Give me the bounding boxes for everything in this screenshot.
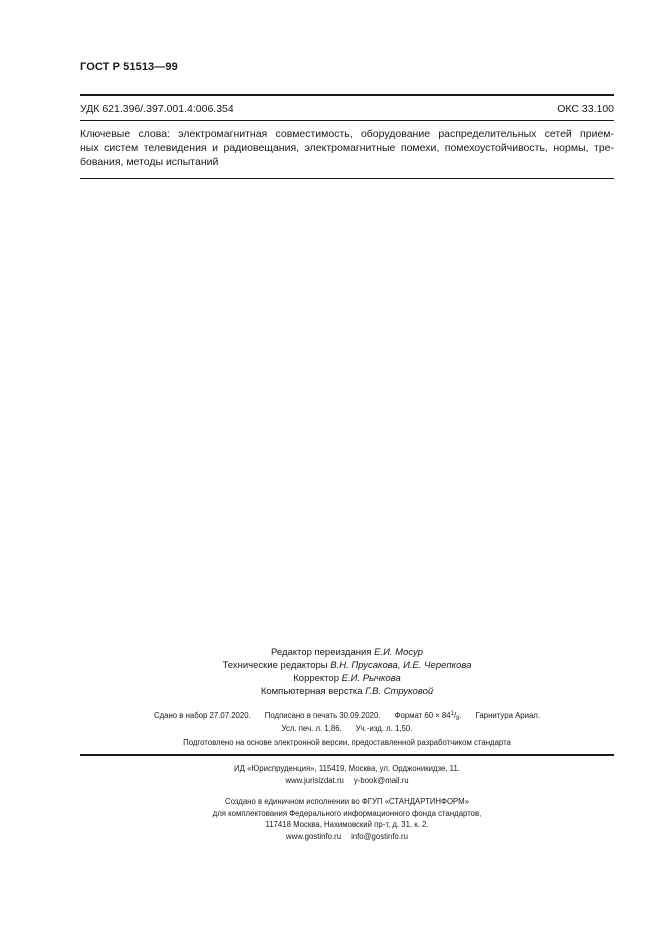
creator-line: для комплектования Федерального информационного фонда стандартов,	[212, 808, 482, 818]
editor-line	[80, 646, 614, 659]
editor-name: Е.И. Мосур	[374, 647, 424, 658]
classification-row	[80, 103, 614, 115]
tech-editors-names: В.Н. Прусакова, И.Е. Черепкова	[330, 660, 472, 671]
sheets-line	[80, 722, 614, 735]
format: Формат $60 \times 84^1/_8$.	[394, 711, 462, 722]
corrector-label: Корректор	[293, 673, 339, 684]
layout-name: Г.В. Струковой	[365, 686, 434, 697]
corrector-name: Е.И. Рычкова	[341, 673, 401, 684]
layout-label: Компьютерная верстка	[260, 686, 363, 697]
creator-block	[80, 796, 614, 842]
creator-line: 117418 Москва, Нахимовский пр-т, д. 31, к. 2.	[265, 820, 429, 829]
gost-number: ГОСТ Р 51513—99	[80, 61, 178, 73]
layout-line	[80, 685, 614, 698]
print-info	[80, 709, 614, 735]
keywords-line: ных систем телевидения и радиовещания, электромагнитные помехи, помехоустойчивость, нормы, тре-	[80, 142, 614, 154]
creator-email[interactable]: info@gostinfo.ru	[351, 831, 408, 841]
udk-code: УДК 621.396/.397.001.4:006.354	[80, 103, 234, 115]
signed-date: Подписано в печать 30.09.2020.	[264, 711, 381, 720]
print-info-line	[80, 709, 614, 722]
prepared-note: Подготовлено на основе электронной версии, предоставленной разработчиком стандарта	[183, 738, 511, 747]
publish-sheets: Уч.-изд. л. 1,50.	[355, 724, 413, 733]
publisher-contacts	[80, 775, 614, 787]
publisher-block	[80, 763, 614, 787]
keywords-divider	[80, 178, 614, 179]
publisher-email[interactable]: y-book@mail.ru	[353, 776, 409, 785]
keywords-line: Ключевые слова: электромагнитная совместимость, оборудование распределительных сетей прием-	[80, 128, 614, 140]
tech-editors-line	[80, 659, 614, 672]
keywords-block	[80, 127, 614, 169]
tech-editors-label: Технические редакторы	[222, 660, 328, 671]
creator-contacts	[80, 831, 614, 843]
publisher-website[interactable]: www.jurisizdat.ru	[285, 776, 344, 785]
oks-code: ОКС 33.100	[557, 103, 614, 115]
creator-website[interactable]: www.gostinfo.ru	[286, 831, 342, 841]
submitted-date: Сдано в набор 27.07.2020.	[153, 711, 251, 720]
editor-label: Редактор переиздания	[270, 647, 372, 658]
credits-block	[80, 646, 614, 698]
corrector-line	[80, 672, 614, 685]
print-sheets: Усл. печ. л. 1,86.	[281, 724, 342, 733]
bottom-divider	[80, 754, 614, 756]
publisher-address: ИД «Юриспруденция», 115419, Москва, ул. Орджоникидзе, 11.	[234, 764, 460, 773]
keywords-line: бования, методы испытаний	[80, 156, 219, 168]
udk-divider	[80, 120, 614, 121]
creator-line: Создано в единичном исполнении во ФГУП «СТАНДАРТИНФОРМ»	[225, 797, 469, 806]
top-divider	[80, 94, 614, 96]
typeface: Гарнитура Ариал.	[475, 711, 541, 720]
